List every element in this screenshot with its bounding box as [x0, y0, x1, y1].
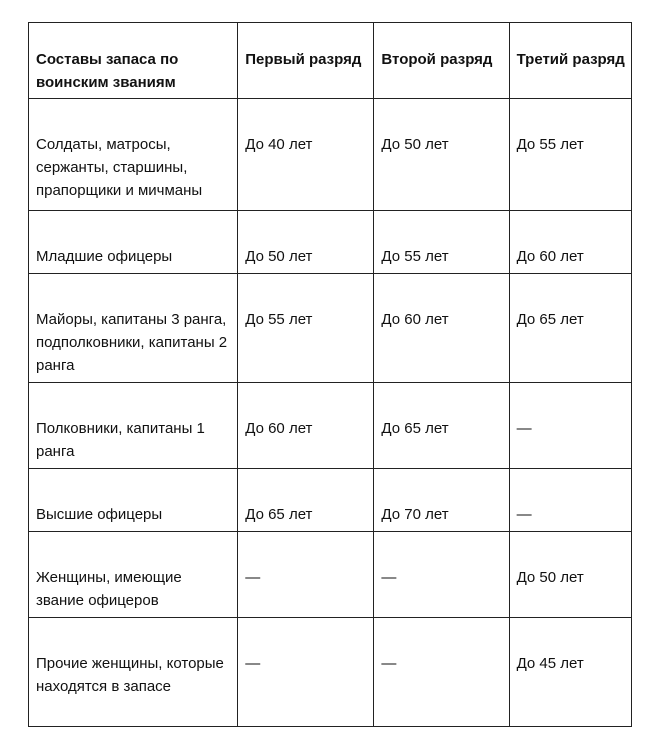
second-category-cell: —: [374, 618, 509, 727]
first-category-cell: До 50 лет: [238, 211, 374, 274]
rank-cell: Майоры, капитаны 3 ранга, подполковники, капитаны 2 ранга: [29, 274, 238, 383]
rank-cell: Женщины, имеющие звание офицеров: [29, 532, 238, 618]
header-third-category: Третий разряд: [509, 23, 631, 99]
table-header-row: [29, 23, 632, 99]
third-category-cell: До 50 лет: [509, 532, 631, 618]
header-first-category: Первый разряд: [238, 23, 374, 99]
first-category-cell: До 40 лет: [238, 99, 374, 211]
second-category-cell: До 50 лет: [374, 99, 509, 211]
third-category-cell: До 60 лет: [509, 211, 631, 274]
second-category-cell: До 70 лет: [374, 469, 509, 532]
second-category-cell: До 65 лет: [374, 383, 509, 469]
rank-cell: Полковники, капитаны 1 ранга: [29, 383, 238, 469]
table-row: [29, 99, 632, 211]
first-category-cell: До 55 лет: [238, 274, 374, 383]
reserve-categories-table: [28, 22, 632, 727]
table-row: [29, 274, 632, 383]
second-category-cell: До 60 лет: [374, 274, 509, 383]
table-row: [29, 532, 632, 618]
header-ranks: Составы запаса по воинским званиям: [29, 23, 238, 99]
header-second-category: Второй разряд: [374, 23, 509, 99]
third-category-cell: До 65 лет: [509, 274, 631, 383]
third-category-cell: —: [509, 383, 631, 469]
third-category-cell: До 55 лет: [509, 99, 631, 211]
rank-cell: Высшие офицеры: [29, 469, 238, 532]
rank-cell: Солдаты, матросы, сержанты, старшины, прапорщики и мичманы: [29, 99, 238, 211]
second-category-cell: До 55 лет: [374, 211, 509, 274]
third-category-cell: До 45 лет: [509, 618, 631, 727]
table-row: [29, 469, 632, 532]
first-category-cell: —: [238, 618, 374, 727]
table-row: [29, 211, 632, 274]
first-category-cell: До 65 лет: [238, 469, 374, 532]
second-category-cell: —: [374, 532, 509, 618]
table-row: [29, 383, 632, 469]
rank-cell: Младшие офицеры: [29, 211, 238, 274]
first-category-cell: —: [238, 532, 374, 618]
first-category-cell: До 60 лет: [238, 383, 374, 469]
table-row: [29, 618, 632, 727]
rank-cell: Прочие женщины, которые находятся в запасе: [29, 618, 238, 727]
third-category-cell: —: [509, 469, 631, 532]
